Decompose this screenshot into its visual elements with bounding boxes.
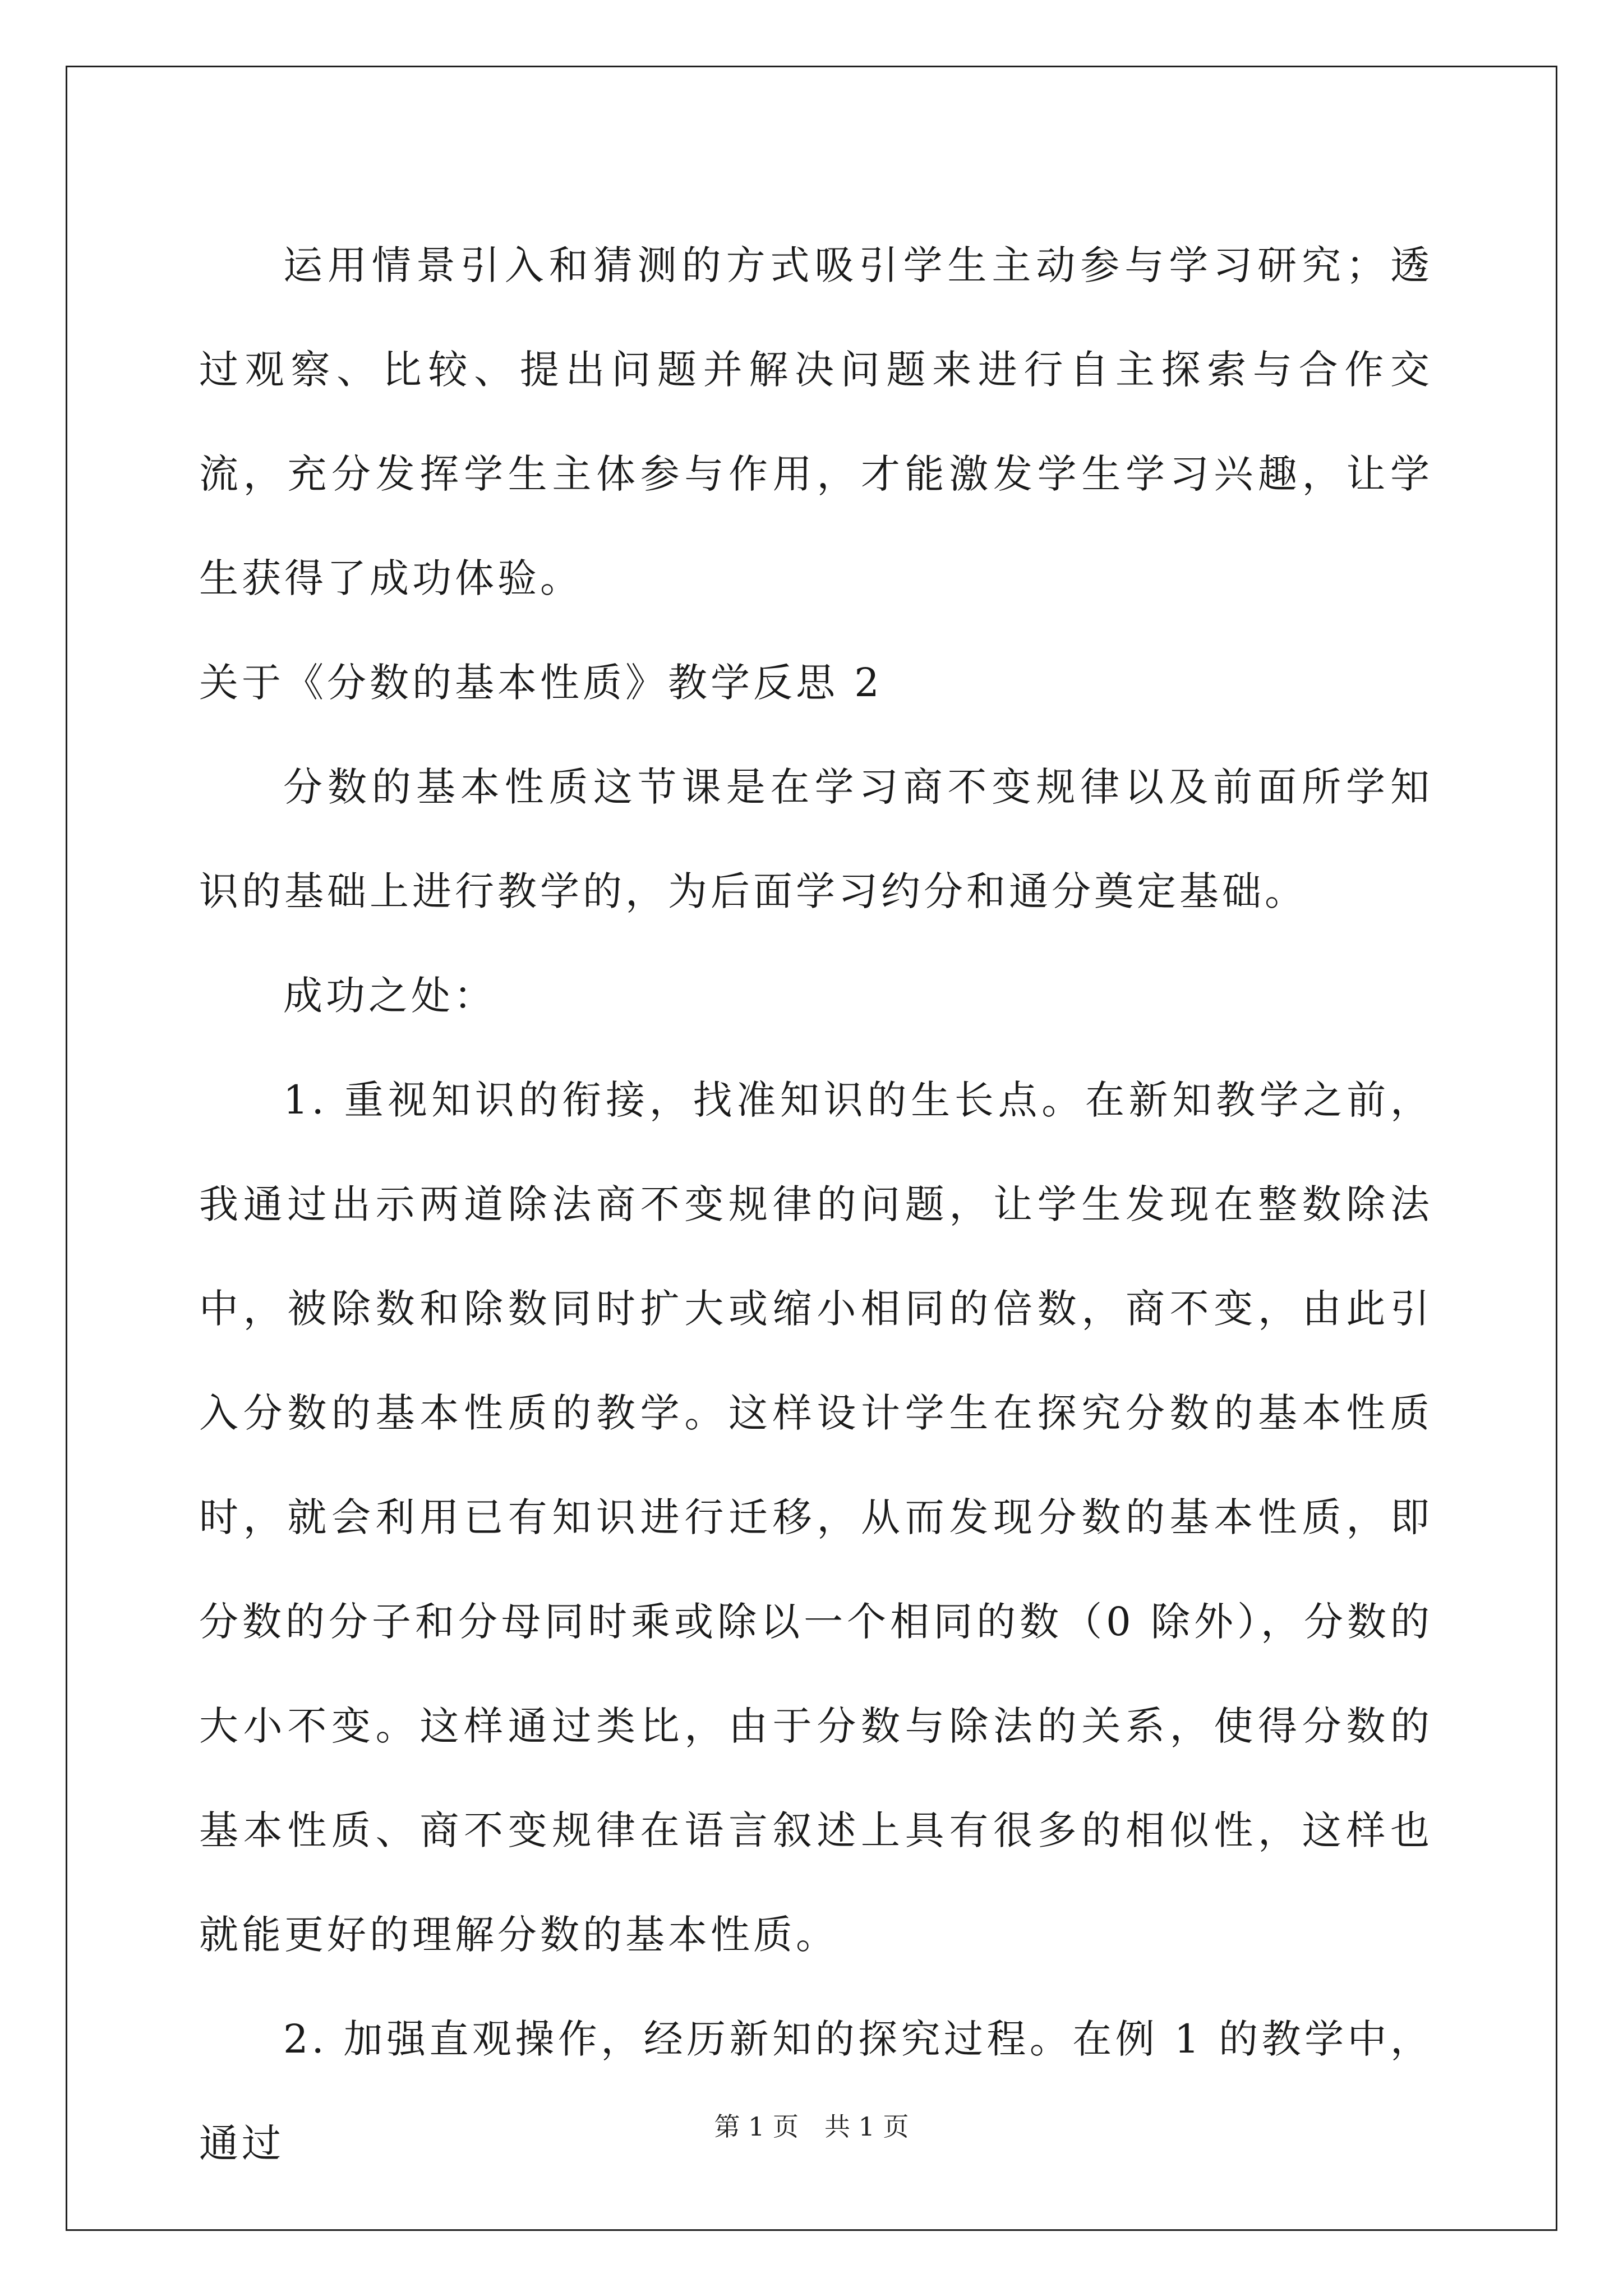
paragraph: 运用情景引入和猜测的方式吸引学生主动参与学习研究；透过观察、比较、提出问题并解决问题来进行自主探索与合作交流，充分发挥学生主体参与作用，才能激发学生学习兴趣，让学生获得了成功体验。 — [199, 242, 1433, 601]
document-body — [199, 213, 1433, 2196]
paragraph: 1. 重视知识的衔接，找准知识的生长点。在新知教学之前，我通过出示两道除法商不变规律的问题，让学生发现在整数除法中，被除数和除数同时扩大或缩小相同的倍数，商不变，由此引入分数的基本性质的教学。这样设计学生在探究分数的基本性质时，就会利用已有知识进行迁移，从而发现分数的基本性质，即分数的分子和分母同时乘或除以一个相同的数（0 除外），分数的大小不变。这样通过类比，由于分数与除法的关系，使得分数的基本性质、商不变规律在语言叙述上具有很多的相似性，这样也就能更好的理解分数的基本性质。 — [199, 1077, 1433, 1958]
section-heading: 关于《分数的基本性质》教学反思 2 — [199, 660, 883, 706]
paragraph: 2. 加强直观操作，经历新知的探究过程。在例 1 的教学中，通过 — [199, 2016, 1433, 2166]
paragraph: 成功之处： — [283, 973, 496, 1019]
page-footer: 第 1 页 共 1 页 — [714, 2111, 909, 2142]
paragraph: 分数的基本性质这节课是在学习商不变规律以及前面所学知识的基础上进行教学的，为后面学习约分和通分奠定基础。 — [199, 764, 1433, 914]
